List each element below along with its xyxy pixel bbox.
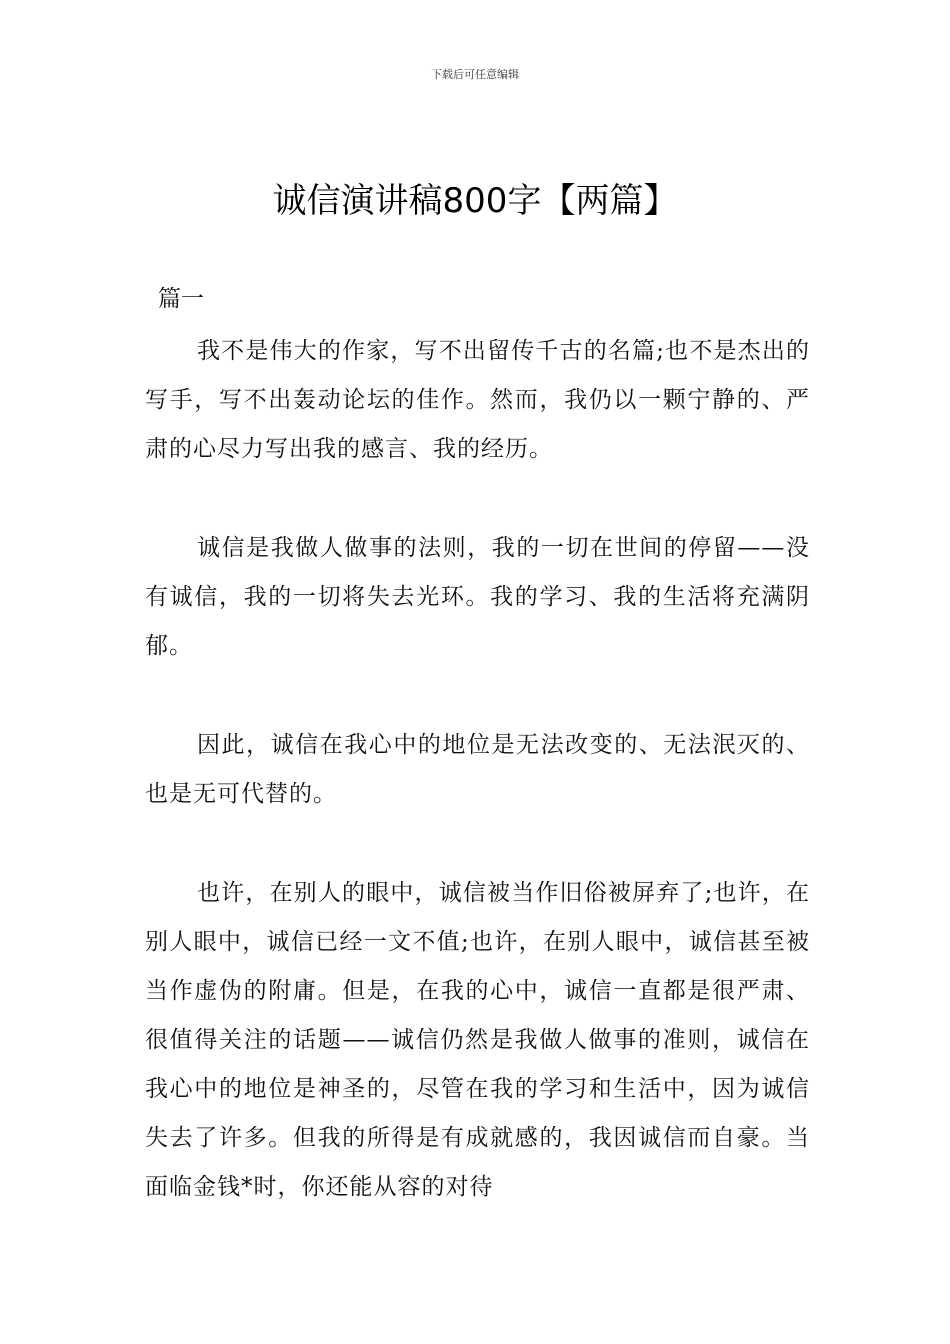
header-note: 下载后可任意编辑 (431, 68, 519, 81)
section-label: 篇一 (158, 286, 204, 312)
paragraph: 因此，诚信在我心中的地位是无法改变的、无法泯灭的、也是无可代替的。 (145, 732, 810, 807)
paragraph: 诚信是我做人做事的法则，我的一切在世间的停留——没有诚信，我的一切将失去光环。我的学习、我的生活将充满阴郁。 (145, 535, 810, 659)
paragraph: 我不是伟大的作家，写不出留传千古的名篇;也不是杰出的写手，写不出轰动论坛的佳作。然而，我仍以一颗宁静的、严肃的心尽力写出我的感言、我的经历。 (145, 338, 810, 462)
paragraph: 也许，在别人的眼中，诚信被当作旧俗被屏弃了;也许，在别人眼中，诚信已经一文不值;也许，在别人眼中，诚信甚至被当作虚伪的附庸。但是，在我的心中，诚信一直都是很严肃、很值得关注的话题——诚信仍然是我做人做事的准则，诚信在我心中的地位是神圣的，尽管在我的学习和生活中，因为诚信失去了许多。但我的所得是有成就感的，我因诚信而自豪。当面临金钱*时，你还能从容的对待 (145, 880, 810, 1200)
document-title: 诚信演讲稿800字【两篇】 (272, 181, 678, 221)
